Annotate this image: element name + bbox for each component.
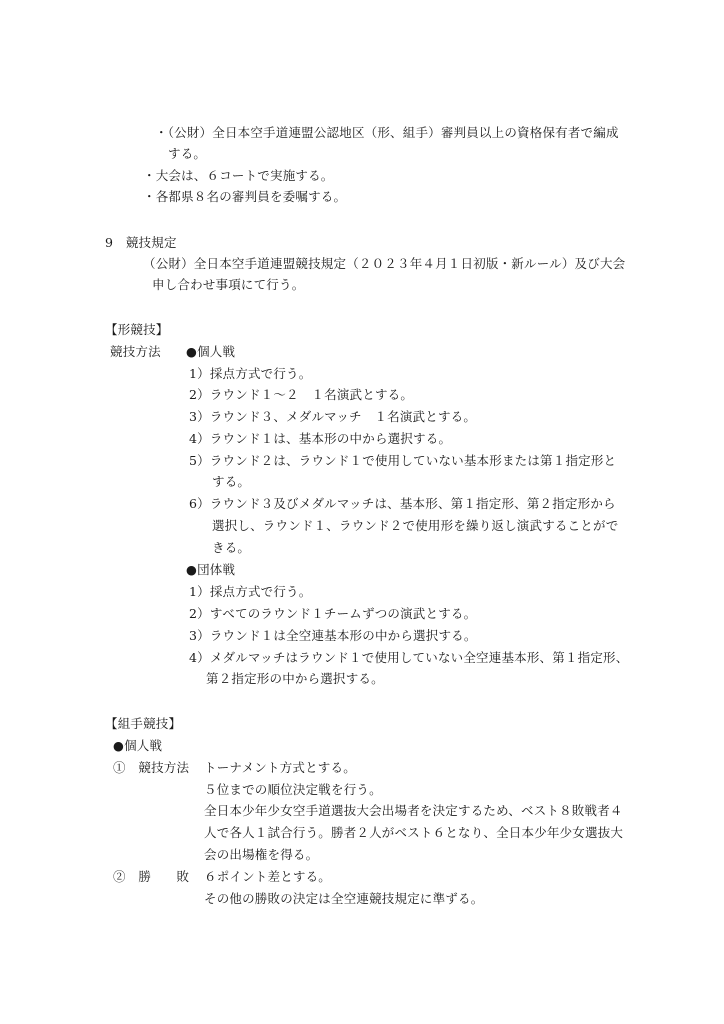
referee-line-2: ・大会は、６コートで実施する。: [143, 168, 334, 183]
kata-team-item: 1）採点方式で行う。: [189, 584, 312, 599]
section-9-heading: 9 競技規定: [105, 235, 177, 250]
kata-team-item-cont: 第２指定形の中から選択する。: [206, 671, 384, 686]
kata-individual-item-cont: 選択し、ラウンド１、ラウンド２で使用形を繰り返し演武することがで: [212, 518, 619, 533]
kumite-item-1-line: トーナメント方式とする。: [204, 760, 356, 775]
kata-individual-label: ●個人戦: [186, 344, 236, 359]
kata-individual-item: 3）ラウンド３、メダルマッチ １名演武とする。: [189, 409, 477, 424]
kumite-item-1-line: 人で各人１試合行う。勝者２人がベスト６となり、全日本少年少女選抜大: [204, 825, 624, 840]
kata-heading: 【形競技】: [105, 322, 169, 337]
kumite-item-2-line: ６ポイント差とする。: [204, 869, 332, 884]
kumite-item-1-line: 全日本少年少女空手道選抜大会出場者を決定するため、ベスト８敗戦者４: [204, 803, 623, 818]
referee-line-1: ・（公財）全日本空手道連盟公認地区（形、組手）審判員以上の資格保有者で編成: [155, 125, 619, 140]
kata-individual-item: 2）ラウンド１～２ １名演武とする。: [189, 387, 414, 402]
kata-team-label: ●団体戦: [186, 562, 236, 577]
referee-line-3: ・各都県８名の審判員を委嘱する。: [143, 189, 347, 204]
kata-individual-item: 5）ラウンド２は、ラウンド１で使用していない基本形または第１指定形と: [189, 453, 617, 468]
kata-individual-item: 6）ラウンド３及びメダルマッチは、基本形、第１指定形、第２指定形から: [189, 496, 616, 511]
kumite-heading: 【組手競技】: [105, 716, 182, 731]
kata-team-item: 2）すべてのラウンド１チームずつの演武とする。: [189, 606, 477, 621]
kata-method-label: 競技方法: [110, 344, 161, 359]
kata-individual-item-cont: する。: [212, 474, 251, 489]
kumite-item-1-line: ５位までの順位決定戦を行う。: [204, 782, 382, 797]
referee-line-1-cont: する。: [168, 146, 207, 161]
kata-individual-item-cont: きる。: [212, 540, 251, 555]
section-9-body-2: 申し合わせ事項にて行う。: [152, 277, 305, 292]
kumite-item-2-line: その他の勝敗の決定は全空連競技規定に準ずる。: [204, 891, 484, 906]
kumite-item-1-line: 会の出場権を得る。: [204, 847, 319, 862]
kata-individual-item: 4）ラウンド１は、基本形の中から選択する。: [189, 431, 452, 446]
kata-team-item: 4）メダルマッチはラウンド１で使用していない全空連基本形、第１指定形、: [189, 650, 629, 665]
kumite-individual-label: ●個人戦: [113, 738, 163, 753]
kumite-item-1-label: ① 競技方法: [113, 760, 190, 775]
section-9-body-1: （公財）全日本空手道連盟競技規定（２０２３年４月１日初版・新ルール）及び大会: [143, 256, 626, 271]
kata-team-item: 3）ラウンド１は全空連基本形の中から選択する。: [189, 628, 477, 643]
kata-individual-item: 1）採点方式で行う。: [189, 366, 312, 381]
kumite-item-2-label: ② 勝 敗: [113, 869, 190, 884]
